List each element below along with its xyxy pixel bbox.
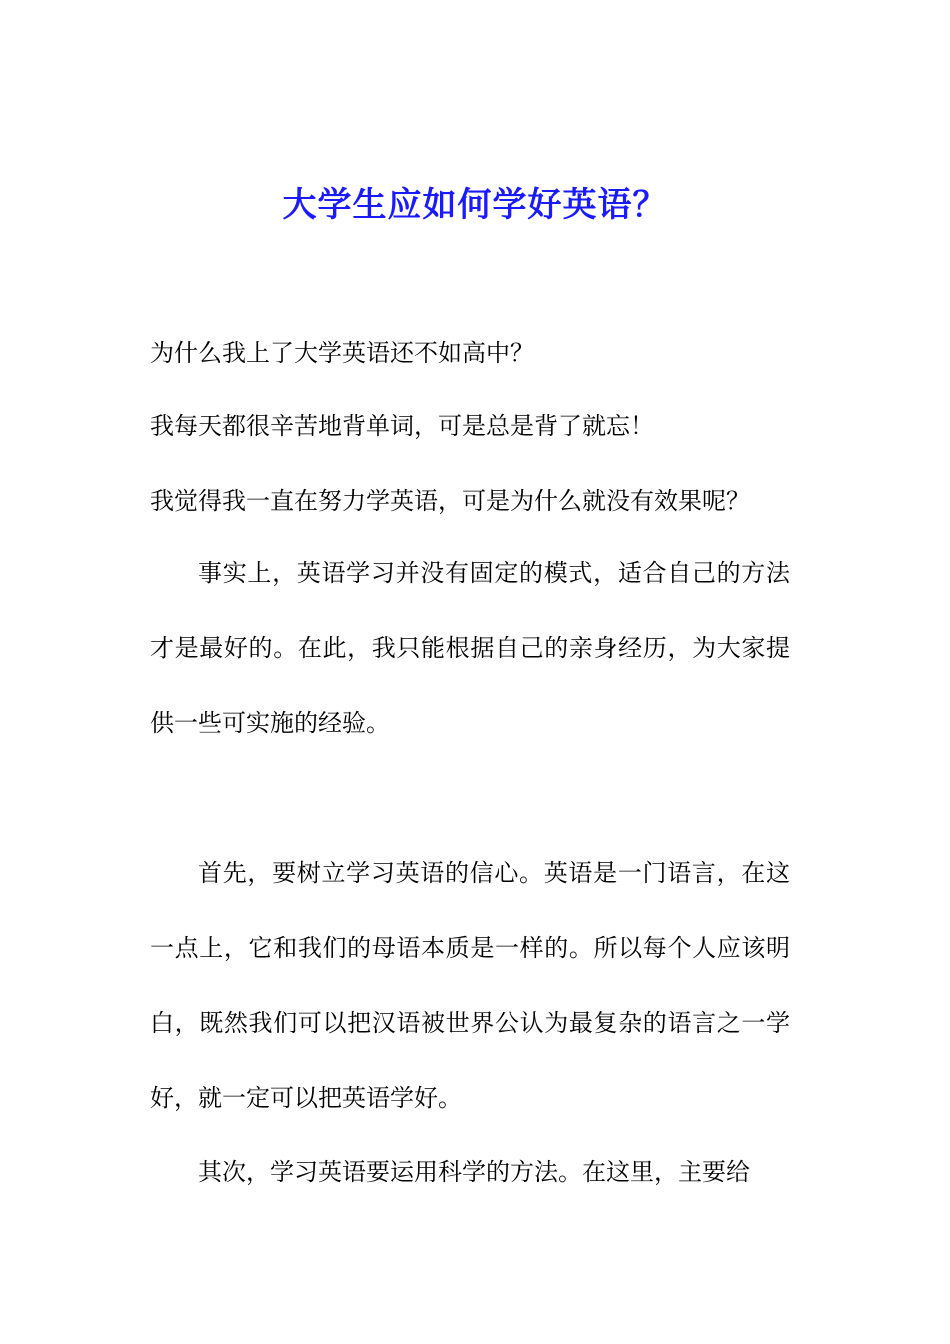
paragraph-first: 首先，要树立学习英语的信心。英语是一门语言，在这一点上，它和我们的母语本质是一样的。所以每个人应该明白，既然我们可以把汉语被世界公认为最复杂的语言之一学好，就一定可以把英语学好。 <box>150 859 790 1112</box>
question-line-2: 我每天都很辛苦地背单词，可是总是背了就忘！ <box>150 412 654 440</box>
question-line-3: 我觉得我一直在努力学英语，可是为什么就没有效果呢？ <box>150 487 750 515</box>
paragraph-intro: 事实上，英语学习并没有固定的模式，适合自己的方法才是最好的。在此，我只能根据自己的亲身经历，为大家提供一些可实施的经验。 <box>150 559 790 737</box>
question-line-1: 为什么我上了大学英语还不如高中？ <box>150 339 534 367</box>
document-title: 大学生应如何学好英语？ <box>282 185 668 225</box>
paragraph-second: 其次，学习英语要运用科学的方法。在这里，主要给 <box>198 1158 750 1186</box>
